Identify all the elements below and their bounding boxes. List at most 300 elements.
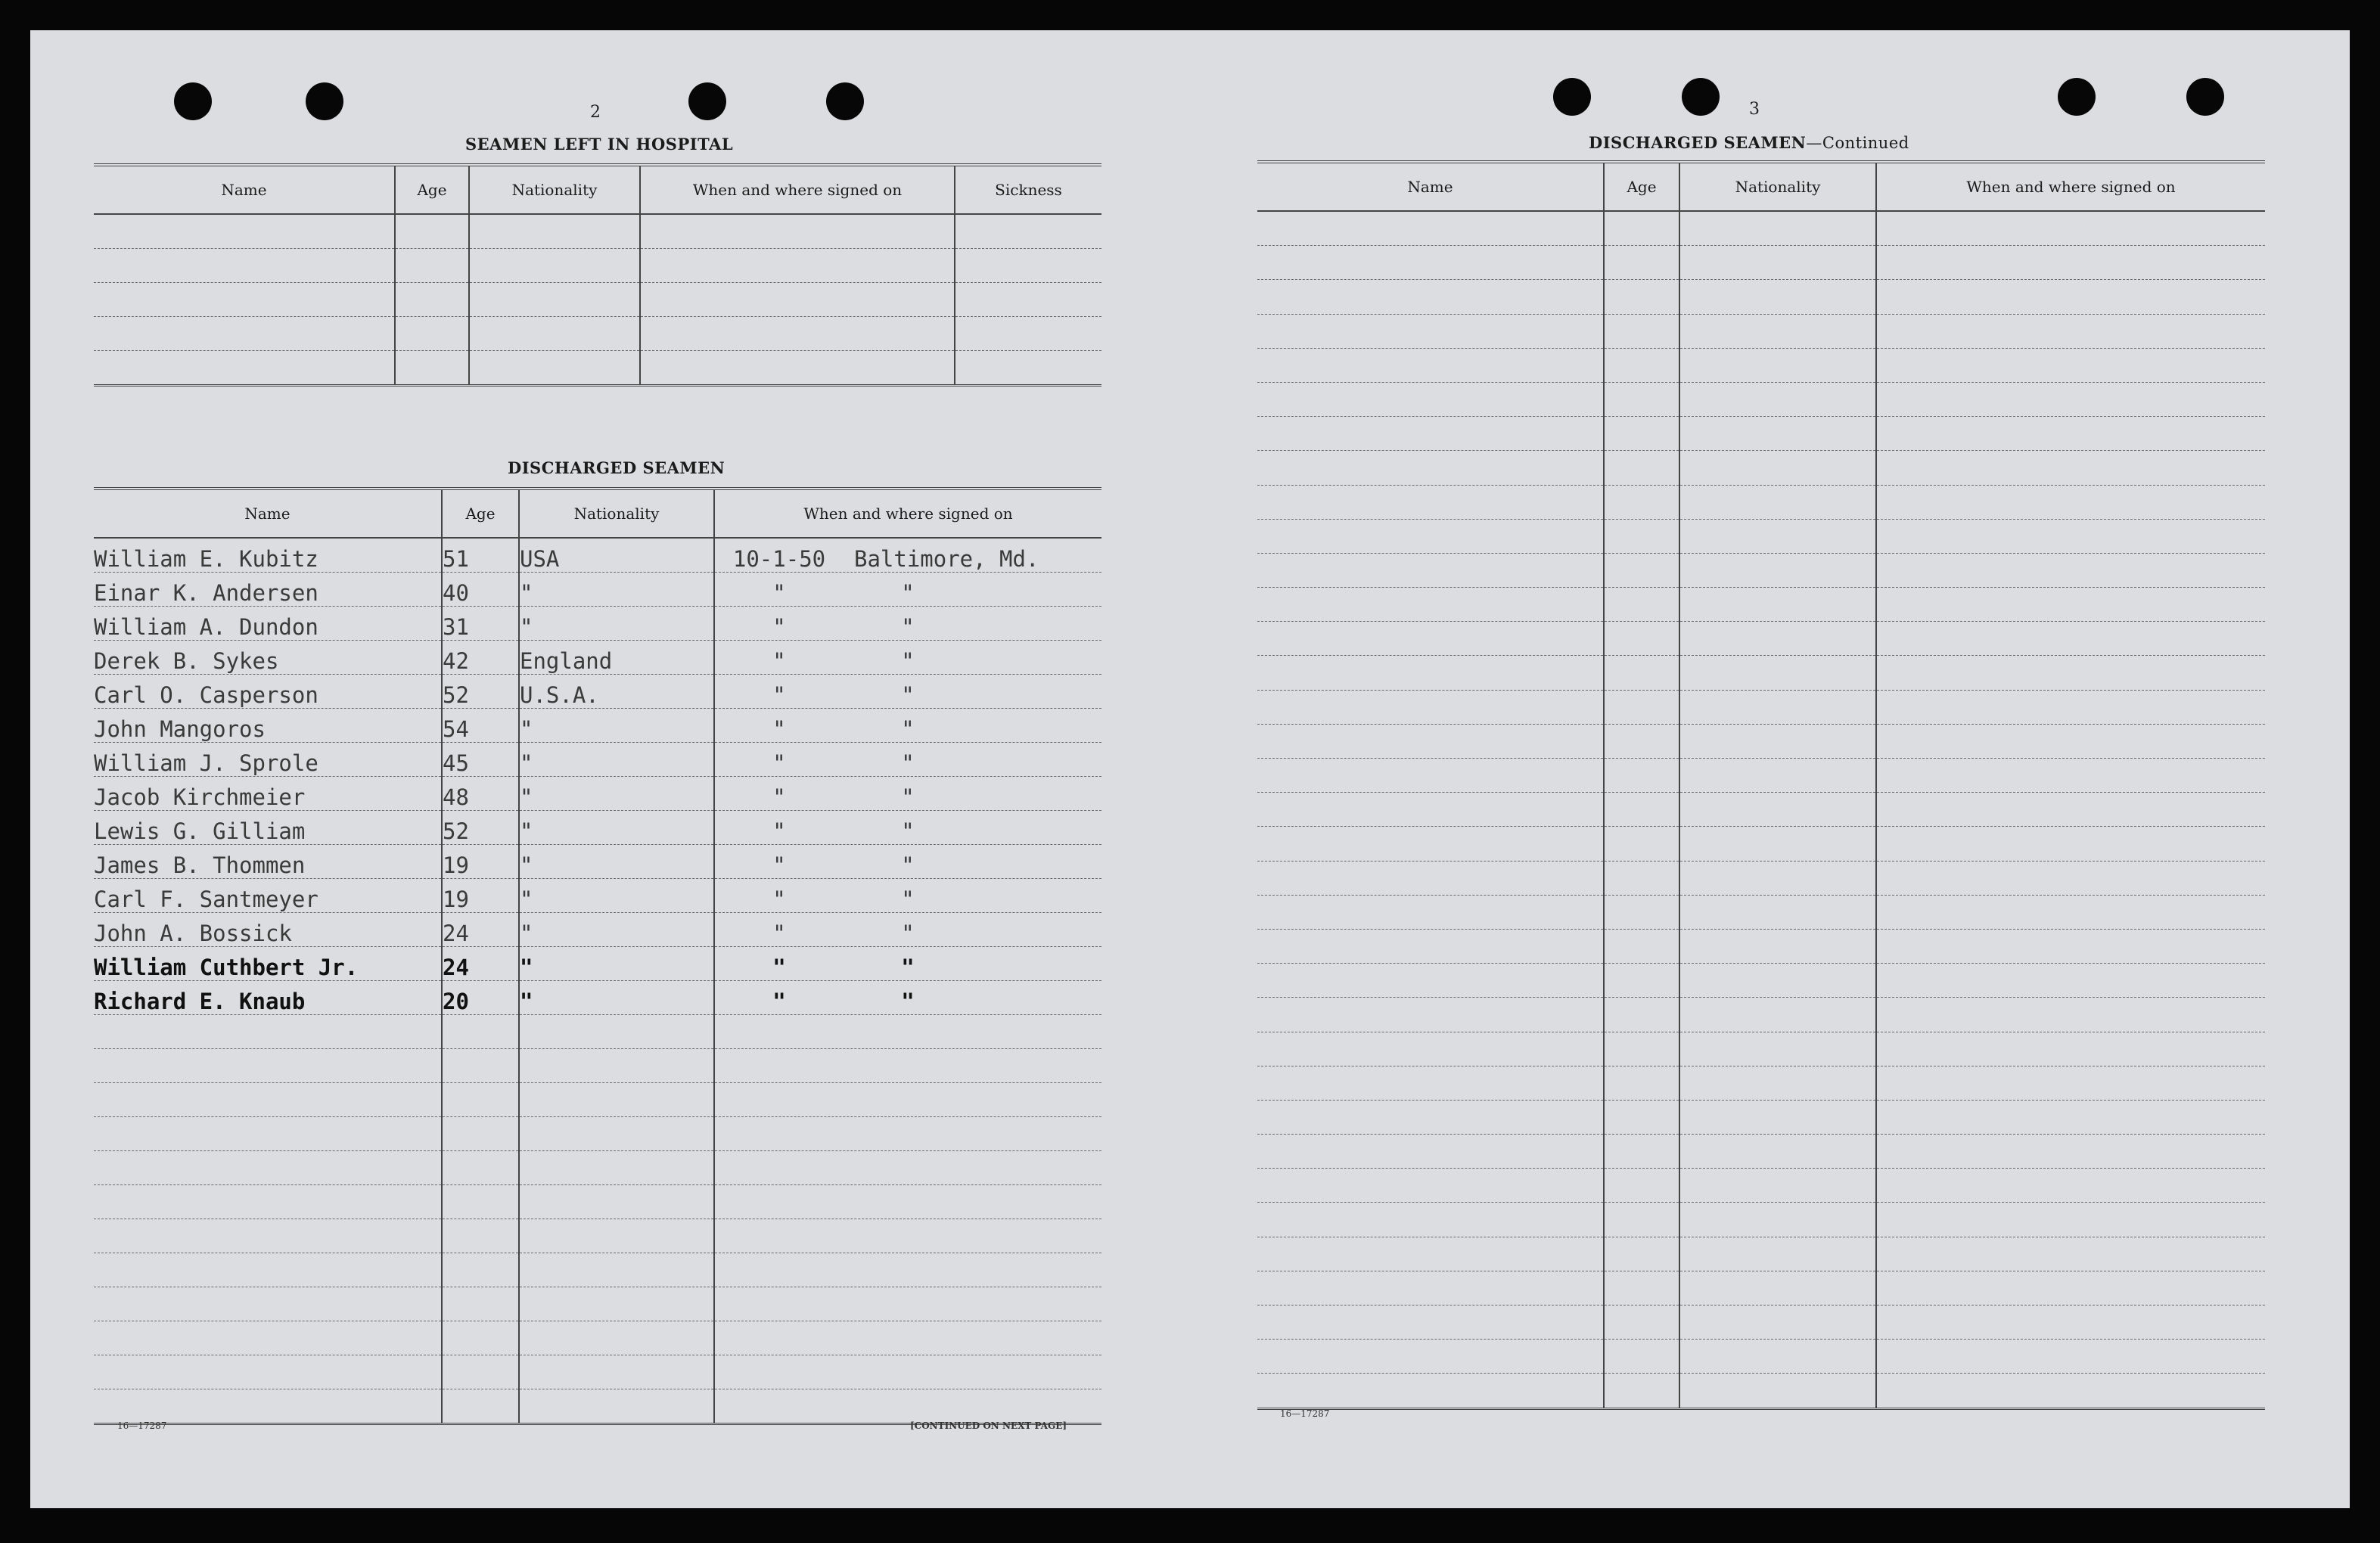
cell-empty bbox=[1257, 793, 1604, 827]
cell-empty bbox=[1604, 1374, 1679, 1408]
signed-on-date: " bbox=[772, 852, 786, 878]
table-row bbox=[94, 811, 1101, 845]
table-row bbox=[1257, 588, 2265, 622]
table-row bbox=[94, 351, 1101, 386]
signed-on-place: " bbox=[901, 955, 915, 980]
table-row bbox=[1257, 964, 2265, 998]
cell-empty bbox=[1876, 964, 2265, 998]
cell-empty bbox=[519, 1321, 714, 1355]
cell-empty bbox=[1876, 1066, 2265, 1100]
cell-empty bbox=[714, 1253, 1101, 1287]
cell-name: William J. Sprole bbox=[94, 743, 442, 777]
cell-empty bbox=[714, 1049, 1101, 1083]
cell-empty bbox=[1679, 622, 1876, 656]
cell-empty bbox=[1257, 280, 1604, 314]
cell-empty bbox=[955, 283, 1101, 317]
cell-empty bbox=[1604, 1066, 1679, 1100]
cell-empty bbox=[1876, 246, 2265, 280]
cell-empty bbox=[1257, 964, 1604, 998]
cell-empty bbox=[1679, 1032, 1876, 1066]
cell-wh bbox=[714, 947, 1101, 981]
cell-empty bbox=[519, 1219, 714, 1253]
cell-empty bbox=[94, 1355, 442, 1389]
cell-empty bbox=[94, 1185, 442, 1219]
table-row bbox=[1257, 998, 2265, 1032]
cell-empty bbox=[1876, 451, 2265, 485]
table-row bbox=[94, 283, 1101, 317]
col-header-nationality: Nationality bbox=[519, 489, 714, 538]
cell-empty bbox=[1876, 1169, 2265, 1203]
signed-on-date: " bbox=[772, 955, 786, 980]
cell-age: 24 bbox=[442, 913, 519, 947]
cell-empty bbox=[1679, 1066, 1876, 1100]
cell-name: John Mangoros bbox=[94, 709, 442, 743]
cell-nat: " bbox=[519, 607, 714, 641]
table-row bbox=[1257, 793, 2265, 827]
cell-empty bbox=[714, 1287, 1101, 1321]
cell-empty bbox=[1876, 622, 2265, 656]
cell-empty bbox=[1679, 1135, 1876, 1169]
cell-name: Carl O. Casperson bbox=[94, 675, 442, 709]
cell-empty bbox=[395, 214, 469, 249]
cell-empty bbox=[1876, 485, 2265, 519]
cell-age: 20 bbox=[442, 981, 519, 1015]
cell-empty bbox=[469, 351, 640, 386]
cell-empty bbox=[640, 214, 955, 249]
table-row bbox=[1257, 759, 2265, 793]
col-header-name: Name bbox=[94, 165, 395, 214]
col-header-nationality: Nationality bbox=[1679, 162, 1876, 211]
cell-empty bbox=[640, 317, 955, 351]
signed-on-date: " bbox=[772, 716, 786, 742]
signed-on-place: " bbox=[901, 614, 915, 640]
cell-empty bbox=[1257, 895, 1604, 929]
cell-age: 52 bbox=[442, 675, 519, 709]
cell-name: Carl F. Santmeyer bbox=[94, 879, 442, 913]
cell-nat: " bbox=[519, 879, 714, 913]
cell-age: 48 bbox=[442, 777, 519, 811]
table-row bbox=[1257, 656, 2265, 690]
cell-empty bbox=[519, 1185, 714, 1219]
cell-empty bbox=[1604, 451, 1679, 485]
table-row bbox=[94, 1185, 1101, 1219]
signed-on-date: " bbox=[772, 921, 786, 946]
cell-nat: " bbox=[519, 811, 714, 845]
cell-empty bbox=[1604, 314, 1679, 348]
cell-empty bbox=[1679, 1305, 1876, 1340]
cell-wh bbox=[714, 845, 1101, 879]
table-row bbox=[94, 214, 1101, 249]
cell-empty bbox=[1257, 417, 1604, 451]
continued-header-row bbox=[1257, 162, 2265, 211]
table-row bbox=[1257, 417, 2265, 451]
cell-empty bbox=[1257, 382, 1604, 416]
cell-empty bbox=[442, 1219, 519, 1253]
cell-empty bbox=[1876, 314, 2265, 348]
cell-empty bbox=[1876, 588, 2265, 622]
cell-empty bbox=[1679, 280, 1876, 314]
table-row bbox=[1257, 724, 2265, 758]
table-row bbox=[1257, 1135, 2265, 1169]
hospital-section-title: SEAMEN LEFT IN HOSPITAL bbox=[465, 135, 734, 154]
cell-empty bbox=[519, 1083, 714, 1117]
cell-empty bbox=[1876, 793, 2265, 827]
signed-on-date: " bbox=[772, 989, 786, 1014]
col-header-when-where: When and where signed on bbox=[714, 489, 1101, 538]
cell-empty bbox=[1876, 280, 2265, 314]
page-number-left: 2 bbox=[590, 103, 601, 122]
table-row bbox=[1257, 929, 2265, 963]
cell-empty bbox=[94, 1321, 442, 1355]
cell-empty bbox=[519, 1287, 714, 1321]
cell-empty bbox=[1876, 1271, 2265, 1305]
signed-on-date: " bbox=[772, 614, 786, 640]
cell-empty bbox=[395, 249, 469, 283]
cell-wh bbox=[714, 743, 1101, 777]
cell-empty bbox=[395, 351, 469, 386]
cell-age: 52 bbox=[442, 811, 519, 845]
cell-empty bbox=[1604, 895, 1679, 929]
table-row bbox=[94, 947, 1101, 981]
cell-name: William E. Kubitz bbox=[94, 538, 442, 573]
cell-empty bbox=[442, 1287, 519, 1321]
cell-empty bbox=[1257, 1203, 1604, 1237]
cell-empty bbox=[1876, 553, 2265, 587]
cell-empty bbox=[714, 1083, 1101, 1117]
cell-empty bbox=[1257, 348, 1604, 382]
cell-empty bbox=[1679, 314, 1876, 348]
cell-empty bbox=[442, 1355, 519, 1389]
table-row bbox=[94, 913, 1101, 947]
cell-empty bbox=[640, 351, 955, 386]
cell-empty bbox=[1876, 348, 2265, 382]
cell-empty bbox=[519, 1117, 714, 1151]
col-header-nationality: Nationality bbox=[469, 165, 640, 214]
cell-empty bbox=[1876, 1237, 2265, 1271]
hospital-header-row bbox=[94, 165, 1101, 214]
cell-wh bbox=[714, 641, 1101, 675]
document-sheet bbox=[30, 30, 2350, 1508]
cell-empty bbox=[469, 283, 640, 317]
cell-empty bbox=[519, 1049, 714, 1083]
punch-hole bbox=[1553, 78, 1591, 116]
cell-empty bbox=[1876, 1135, 2265, 1169]
signed-on-place: " bbox=[901, 580, 915, 606]
cell-empty bbox=[1257, 1237, 1604, 1271]
cell-wh bbox=[714, 777, 1101, 811]
cell-empty bbox=[1876, 1374, 2265, 1408]
page-number-right: 3 bbox=[1749, 100, 1760, 119]
table-row bbox=[1257, 622, 2265, 656]
cell-empty bbox=[1257, 1305, 1604, 1340]
cell-empty bbox=[1604, 724, 1679, 758]
table-row bbox=[94, 317, 1101, 351]
table-row bbox=[1257, 314, 2265, 348]
signed-on-place: " bbox=[901, 648, 915, 674]
hospital-table bbox=[94, 163, 1101, 387]
cell-empty bbox=[1604, 1169, 1679, 1203]
cell-empty bbox=[1876, 1032, 2265, 1066]
table-row bbox=[94, 1049, 1101, 1083]
signed-on-date: " bbox=[772, 750, 786, 776]
cell-empty bbox=[1604, 485, 1679, 519]
table-row bbox=[94, 573, 1101, 607]
cell-empty bbox=[1604, 690, 1679, 724]
cell-empty bbox=[714, 1355, 1101, 1389]
cell-empty bbox=[1679, 690, 1876, 724]
cell-empty bbox=[1604, 793, 1679, 827]
cell-empty bbox=[469, 249, 640, 283]
cell-age: 40 bbox=[442, 573, 519, 607]
cell-wh bbox=[714, 913, 1101, 947]
signed-on-date: " bbox=[772, 886, 786, 912]
col-header-name: Name bbox=[1257, 162, 1604, 211]
table-row bbox=[1257, 895, 2265, 929]
cell-age: 45 bbox=[442, 743, 519, 777]
cell-empty bbox=[714, 1117, 1101, 1151]
table-row bbox=[94, 538, 1101, 573]
cell-empty bbox=[955, 214, 1101, 249]
signed-on-date: " bbox=[772, 682, 786, 708]
col-header-when-where: When and where signed on bbox=[640, 165, 955, 214]
table-row bbox=[94, 1117, 1101, 1151]
cell-empty bbox=[955, 317, 1101, 351]
cell-nat: " bbox=[519, 777, 714, 811]
table-row bbox=[1257, 382, 2265, 416]
cell-name: Einar K. Andersen bbox=[94, 573, 442, 607]
cell-empty bbox=[1679, 1340, 1876, 1374]
table-row bbox=[94, 1083, 1101, 1117]
cell-empty bbox=[1876, 929, 2265, 963]
cell-nat: " bbox=[519, 845, 714, 879]
cell-empty bbox=[519, 1015, 714, 1049]
table-row bbox=[1257, 348, 2265, 382]
cell-empty bbox=[1257, 1374, 1604, 1408]
cell-name: William A. Dundon bbox=[94, 607, 442, 641]
cell-empty bbox=[1604, 211, 1679, 246]
discharged-section-title: DISCHARGED SEAMEN bbox=[508, 458, 725, 477]
discharged-header-row bbox=[94, 489, 1101, 538]
cell-empty bbox=[395, 317, 469, 351]
cell-empty bbox=[714, 1151, 1101, 1185]
table-row bbox=[1257, 1100, 2265, 1134]
cell-empty bbox=[1679, 553, 1876, 587]
table-row bbox=[94, 1287, 1101, 1321]
table-row bbox=[94, 1219, 1101, 1253]
cell-empty bbox=[1679, 1169, 1876, 1203]
punch-hole bbox=[1682, 78, 1720, 116]
cell-empty bbox=[1679, 1203, 1876, 1237]
cell-empty bbox=[1679, 998, 1876, 1032]
cell-empty bbox=[1604, 861, 1679, 895]
table-row bbox=[94, 879, 1101, 913]
cell-empty bbox=[714, 1219, 1101, 1253]
cell-empty bbox=[714, 1389, 1101, 1424]
cell-nat: " bbox=[519, 913, 714, 947]
cell-empty bbox=[1876, 827, 2265, 861]
table-row bbox=[94, 1151, 1101, 1185]
cell-empty bbox=[1257, 485, 1604, 519]
cell-empty bbox=[1679, 724, 1876, 758]
continued-section-title bbox=[1589, 133, 1909, 152]
punch-hole bbox=[174, 82, 212, 120]
cell-wh bbox=[714, 879, 1101, 913]
cell-empty bbox=[94, 1015, 442, 1049]
cell-empty bbox=[1257, 1135, 1604, 1169]
cell-empty bbox=[1679, 1374, 1876, 1408]
cell-empty bbox=[1679, 895, 1876, 929]
col-header-age: Age bbox=[395, 165, 469, 214]
col-header-age: Age bbox=[1604, 162, 1679, 211]
cell-empty bbox=[94, 317, 395, 351]
cell-empty bbox=[519, 1151, 714, 1185]
table-row bbox=[1257, 519, 2265, 553]
cell-empty bbox=[1604, 246, 1679, 280]
cell-name: Derek B. Sykes bbox=[94, 641, 442, 675]
cell-empty bbox=[1679, 861, 1876, 895]
table-row bbox=[1257, 861, 2265, 895]
cell-empty bbox=[714, 1015, 1101, 1049]
table-row bbox=[94, 743, 1101, 777]
cell-nat: " bbox=[519, 573, 714, 607]
table-row bbox=[1257, 246, 2265, 280]
cell-empty bbox=[1257, 314, 1604, 348]
table-row bbox=[94, 981, 1101, 1015]
punch-hole bbox=[2186, 78, 2224, 116]
table-row bbox=[94, 1355, 1101, 1389]
cell-empty bbox=[1604, 759, 1679, 793]
table-row bbox=[1257, 690, 2265, 724]
cell-empty bbox=[1604, 417, 1679, 451]
table-row bbox=[1257, 1203, 2265, 1237]
table-row bbox=[94, 607, 1101, 641]
signed-on-date: " bbox=[772, 818, 786, 844]
col-header-name: Name bbox=[94, 489, 442, 538]
table-row bbox=[94, 1389, 1101, 1424]
table-row bbox=[1257, 1237, 2265, 1271]
cell-empty bbox=[640, 283, 955, 317]
cell-empty bbox=[1257, 519, 1604, 553]
cell-empty bbox=[955, 351, 1101, 386]
cell-wh bbox=[714, 981, 1101, 1015]
cell-empty bbox=[1257, 1271, 1604, 1305]
cell-name: Richard E. Knaub bbox=[94, 981, 442, 1015]
cell-age: 19 bbox=[442, 845, 519, 879]
signed-on-place: " bbox=[901, 989, 915, 1014]
continued-note: [CONTINUED ON NEXT PAGE] bbox=[910, 1420, 1067, 1431]
cell-empty bbox=[1679, 382, 1876, 416]
cell-empty bbox=[94, 1389, 442, 1424]
cell-age: 24 bbox=[442, 947, 519, 981]
cell-empty bbox=[1257, 1169, 1604, 1203]
cell-empty bbox=[1257, 553, 1604, 587]
cell-empty bbox=[1876, 1203, 2265, 1237]
signed-on-place: " bbox=[901, 818, 915, 844]
discharged-rows bbox=[94, 538, 1101, 1424]
cell-nat: " bbox=[519, 981, 714, 1015]
col-header-when-where: When and where signed on bbox=[1876, 162, 2265, 211]
cell-empty bbox=[1679, 1100, 1876, 1134]
cell-empty bbox=[1679, 827, 1876, 861]
table-row bbox=[94, 777, 1101, 811]
table-row bbox=[94, 709, 1101, 743]
cell-empty bbox=[1679, 451, 1876, 485]
cell-empty bbox=[1257, 998, 1604, 1032]
cell-empty bbox=[1604, 1271, 1679, 1305]
cell-empty bbox=[1604, 553, 1679, 587]
table-row bbox=[1257, 1066, 2265, 1100]
cell-empty bbox=[1257, 622, 1604, 656]
cell-empty bbox=[1876, 656, 2265, 690]
cell-nat: USA bbox=[519, 538, 714, 573]
cell-empty bbox=[395, 283, 469, 317]
cell-name: John A. Bossick bbox=[94, 913, 442, 947]
cell-empty bbox=[1876, 1305, 2265, 1340]
cell-age: 42 bbox=[442, 641, 519, 675]
cell-empty bbox=[1257, 827, 1604, 861]
cell-wh bbox=[714, 811, 1101, 845]
cell-empty bbox=[1257, 1340, 1604, 1374]
cell-empty bbox=[442, 1049, 519, 1083]
cell-empty bbox=[94, 214, 395, 249]
cell-nat: " bbox=[519, 743, 714, 777]
table-row bbox=[1257, 280, 2265, 314]
cell-empty bbox=[1257, 1100, 1604, 1134]
cell-empty bbox=[519, 1253, 714, 1287]
cell-empty bbox=[1257, 724, 1604, 758]
cell-empty bbox=[442, 1083, 519, 1117]
cell-wh bbox=[714, 709, 1101, 743]
table-row bbox=[1257, 1305, 2265, 1340]
table-row bbox=[1257, 1169, 2265, 1203]
cell-empty bbox=[1604, 280, 1679, 314]
cell-empty bbox=[1679, 588, 1876, 622]
continued-title-suffix: —Continued bbox=[1806, 134, 1909, 152]
cell-empty bbox=[1257, 690, 1604, 724]
cell-empty bbox=[1257, 1032, 1604, 1066]
cell-empty bbox=[714, 1185, 1101, 1219]
cell-age: 51 bbox=[442, 538, 519, 573]
table-row bbox=[94, 675, 1101, 709]
table-row bbox=[94, 249, 1101, 283]
cell-empty bbox=[1876, 998, 2265, 1032]
cell-empty bbox=[1679, 759, 1876, 793]
table-row bbox=[1257, 451, 2265, 485]
cell-empty bbox=[1679, 656, 1876, 690]
cell-empty bbox=[1257, 588, 1604, 622]
signed-on-date: " bbox=[772, 580, 786, 606]
cell-empty bbox=[1679, 211, 1876, 246]
table-row bbox=[1257, 1032, 2265, 1066]
cell-empty bbox=[1876, 861, 2265, 895]
table-row bbox=[1257, 1271, 2265, 1305]
cell-empty bbox=[1876, 1340, 2265, 1374]
cell-empty bbox=[94, 1287, 442, 1321]
cell-wh bbox=[714, 607, 1101, 641]
cell-empty bbox=[1679, 929, 1876, 963]
cell-empty bbox=[1604, 998, 1679, 1032]
form-number-left: 16—17287 bbox=[117, 1420, 167, 1431]
cell-empty bbox=[442, 1151, 519, 1185]
signed-on-place: " bbox=[901, 921, 915, 946]
cell-empty bbox=[1257, 929, 1604, 963]
cell-empty bbox=[1876, 1100, 2265, 1134]
continued-rows bbox=[1257, 211, 2265, 1408]
signed-on-place: Baltimore, Md. bbox=[854, 546, 1039, 572]
cell-empty bbox=[1679, 485, 1876, 519]
cell-empty bbox=[442, 1253, 519, 1287]
signed-on-place: " bbox=[901, 886, 915, 912]
